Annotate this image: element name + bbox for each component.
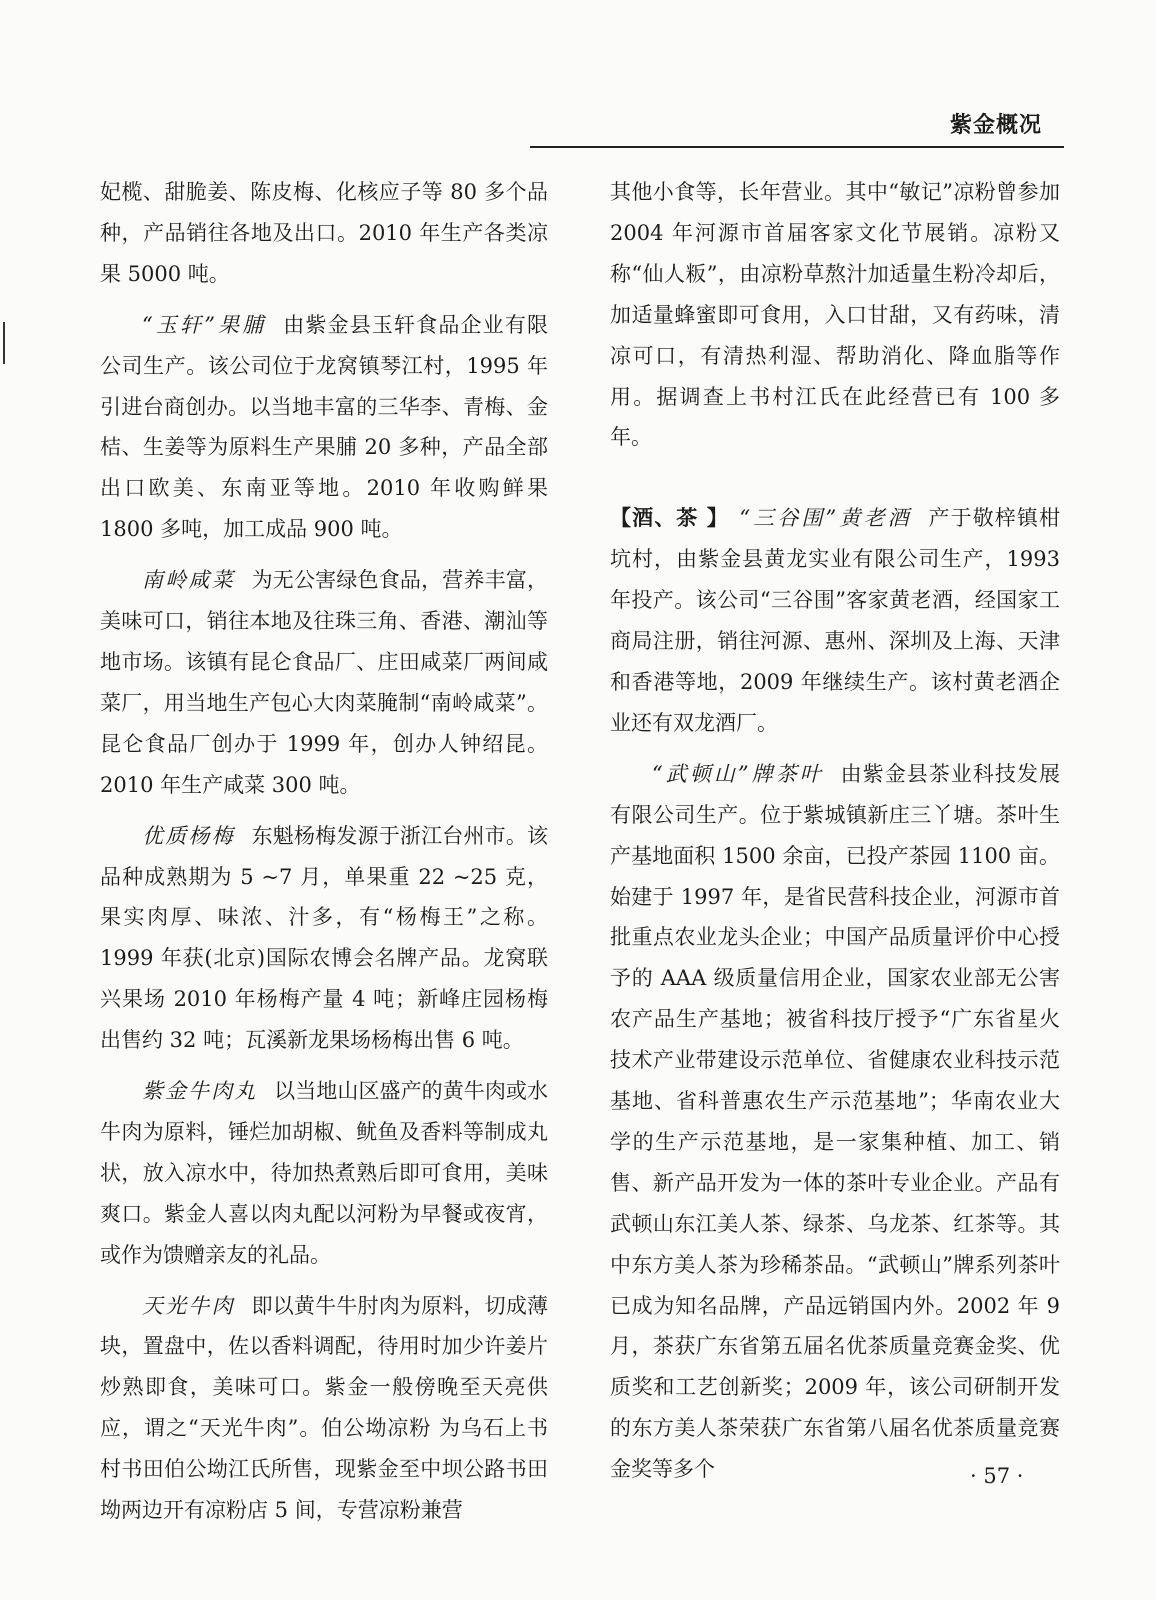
entry-term: 天光牛肉 [142, 1293, 235, 1318]
entry-term: “玉轩”果脯 [142, 312, 267, 337]
header-rule [530, 146, 1064, 148]
paragraph [100, 560, 548, 805]
right-column [610, 172, 1060, 1490]
entry-text: 以当地山区盛产的黄牛肉或水牛肉为原料，锤烂加胡椒、鱿鱼及香料等制成丸状，放入凉水中，待加热煮熟后即可食用，美味爽口。紫金人喜以肉丸配以河粉为早餐或夜宵，或作为馈赠亲友的礼品。 [100, 1079, 549, 1267]
entry-text: 东魁杨梅发源于浙江台州市。该品种成熟期为 5 ~7 月，单果重 22 ~25 克，果实肉厚、味浓、汁多，有“杨梅王”之称。1999 年获(北京)国际农博会名牌产品。龙窝联兴果场 2010 年杨梅产量 4 吨；新峰庄园杨梅出售约 32 吨；瓦溪新龙果场杨梅出售 6 吨。 [100, 823, 549, 1053]
running-header-title: 紫金概况 [950, 113, 1043, 138]
paragraph [100, 1071, 548, 1276]
paragraph [610, 498, 1060, 743]
entry-text: 由紫金县茶业科技发展有限公司生产。位于紫城镇新庄三丫塘。茶叶生产基地面积 1500 余亩，已投产茶园 1100 亩。始建于 1997 年，是省民营科技企业，河源市首批重点农业龙头企业；中国产品质量评价中心授予的 AAA 级质量信用企业，国家农业部无公害农产品生产基地；被省科技厅授予“广东省星火技术产业带建设示范单位、省健康农业科技示范基地、省科普惠农生产示范基地”；华南农业大学的生产示范基地，是一家集种植、加工、销售、新产品开发为一体的茶叶专业企业。产品有武顿山东江美人茶、绿茶、乌龙茶、红茶等。其中东方美人茶为珍稀茶品。“武顿山”牌系列茶叶已成为知名品牌，产品远销国内外。2002 年 9 月，茶获广东省第五届名优茶质量竞赛金奖、优质奖和工艺创新奖；2009 年，该公司研制开发的东方美人茶荣获广东省第八届名优茶质量竞赛金奖等多个 [610, 761, 1060, 1482]
paragraph: 妃榄、甜脆姜、陈皮梅、化核应子等 80 多个品种，产品销往各地及出口。2010 年生产各类凉果 5000 吨。 [100, 180, 548, 286]
paragraph: 其他小食等，长年营业。其中“敏记”凉粉曾参加 2004 年河源市首届客家文化节展销。凉粉又称“仙人粄”，由凉粉草熬汁加适量生粉冷却后，加适量蜂蜜即可食用，入口甘甜，又有药味，清凉可口，有清热利湿、帮助消化、降血脂等作用。据调查上书村江氏在此经营已有 100 多年。 [610, 180, 1060, 450]
paragraph [100, 1286, 548, 1531]
paragraph [100, 816, 548, 1061]
entry-term: 紫金牛肉丸 [142, 1079, 258, 1104]
entry-text: 为无公害绿色食品，营养丰富，美味可口，销往本地及往珠三角、香港、潮汕等地市场。该镇有昆仑食品厂、庄田咸菜厂两间咸菜厂，用当地生产包心大肉菜腌制“南岭咸菜”。昆仑食品厂创办于 1999 年，创办人钟绍昆。2010 年生产咸菜 300 吨。 [100, 568, 549, 797]
paragraph [100, 305, 548, 550]
margin-mark [3, 322, 5, 364]
section-heading: 【酒、茶 】 [610, 506, 729, 531]
entry-text: 产于敬梓镇柑坑村，由紫金县黄龙实业有限公司生产，1993 年投产。该公司“三谷围”客家黄老酒，经国家工商局注册，销往河源、惠州、深圳及上海、天津和香港等地，2009 年继续生产。该村黄老酒企业还有双龙酒厂。 [610, 506, 1061, 735]
paragraph [610, 754, 1060, 1490]
entry-text: 即以黄牛牛肘肉为原料，切成薄块，置盘中，佐以香料调配，待用时加少许姜片炒熟即食，美味可口。紫金一般傍晚至天亮供应，谓之“天光牛肉”。伯公坳凉粉 为乌石上书村书田伯公坳江氏所售，现紫金至中坝公路书田坳两边开有凉粉店 5 间，专营凉粉兼营 [100, 1293, 549, 1523]
entry-term: 优质杨梅 [142, 823, 235, 848]
entry-term: “三谷围”黄老酒 [739, 506, 912, 531]
entry-term: 南岭咸菜 [142, 568, 235, 593]
left-column [100, 172, 548, 1531]
entry-text: 由紫金县玉轩食品企业有限公司生产。该公司位于龙窝镇琴江村，1995 年引进台商创办。以当地丰富的三华李、青梅、金桔、生姜等为原料生产果脯 20 多种，产品全部出口欧美、东南亚等地。2010 年收购鲜果 1800 多吨，加工成品 900 吨。 [100, 312, 548, 542]
entry-term: “武顿山”牌茶叶 [652, 761, 824, 786]
page-number: · 57 · [970, 1464, 1024, 1488]
